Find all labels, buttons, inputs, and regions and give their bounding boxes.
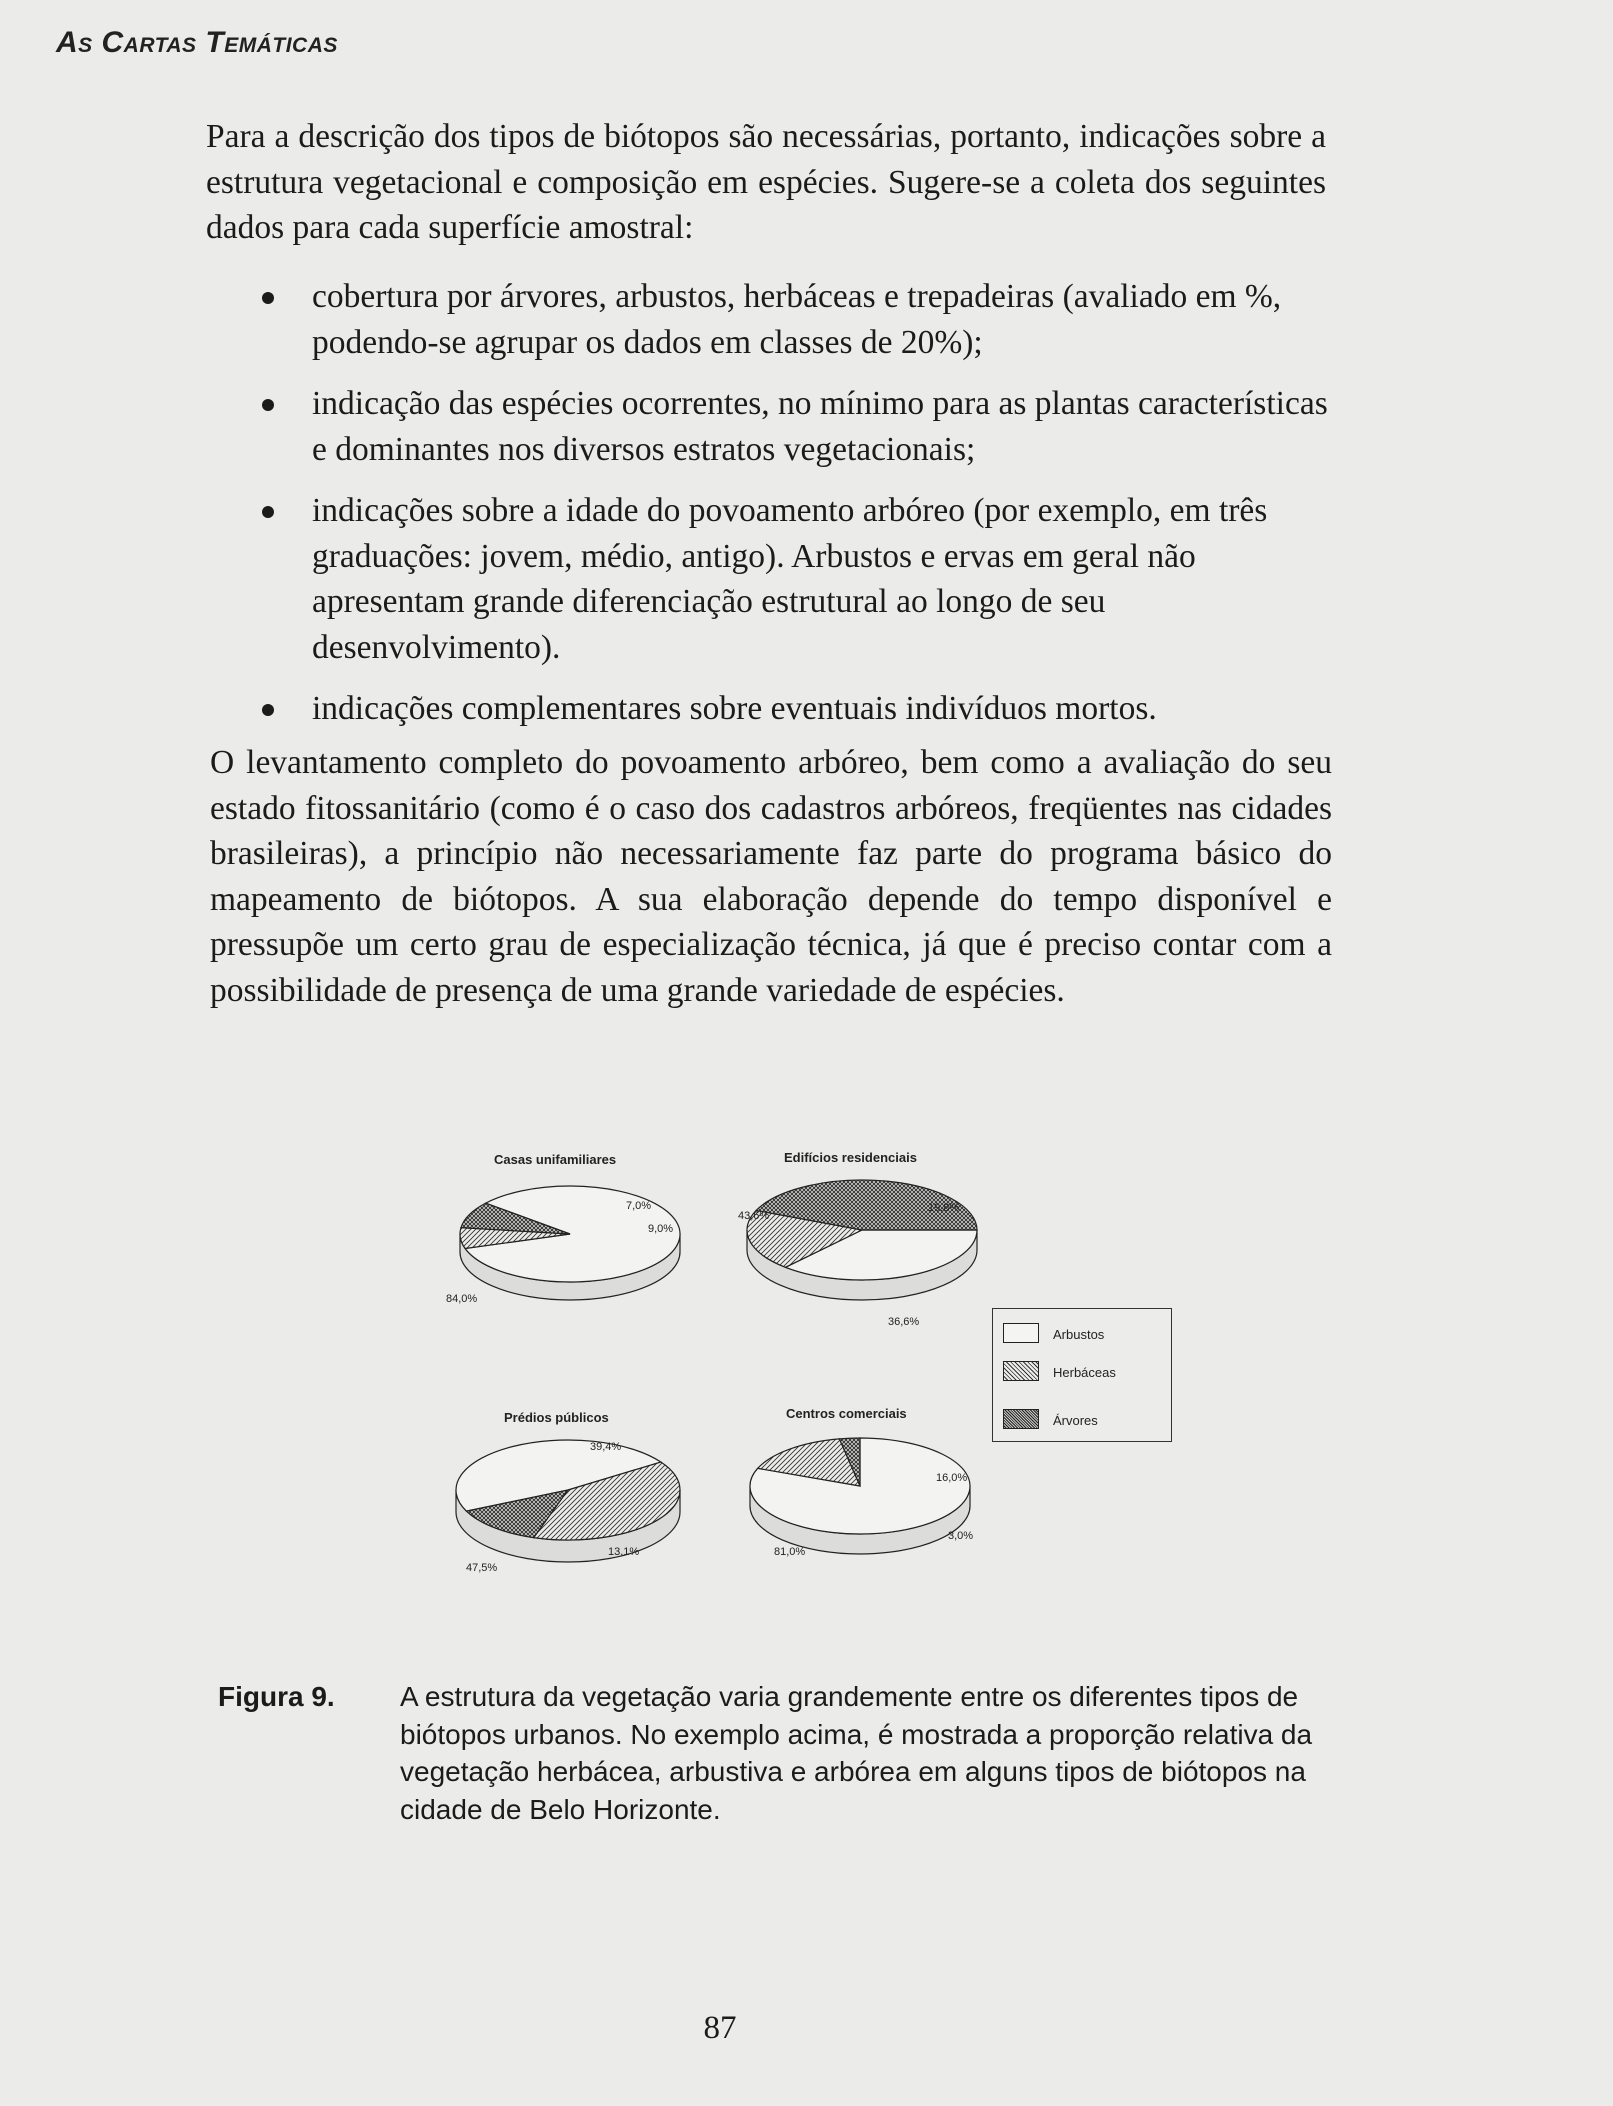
bullet-icon [262, 292, 274, 304]
data-collection-list [260, 274, 1330, 748]
chart-legend [992, 1308, 1172, 1442]
slice-label: 16,0% [936, 1472, 968, 1484]
slice-label: 19,8% [928, 1202, 960, 1214]
legend-label: Árvores [1053, 1413, 1098, 1428]
slice-label: 3,0% [948, 1530, 974, 1542]
pie-title: Casas unifamiliares [494, 1152, 617, 1167]
slice-label: 47,5% [466, 1562, 498, 1574]
page-number: 87 [703, 2010, 737, 2046]
pie-2 [747, 1180, 977, 1300]
intro-paragraph: Para a descrição dos tipos de biótopos são necessárias, portanto, indicações sobre a estrutura vegetacional e composição em espécies. Sugere-se a coleta dos seguintes dados para cada superfície amostral: [206, 118, 1326, 246]
pie-3 [456, 1440, 680, 1562]
arbustos-swatch [1003, 1323, 1039, 1343]
list-item [260, 274, 1330, 365]
slice-label: 81,0% [774, 1546, 806, 1558]
list-item-text: indicações sobre a idade do povoamento arbóreo (por exemplo, em três graduações: jovem, médio, antigo). Arbustos e ervas em geral não apresentam grande diferenciação estrutural ao longo de seu desenvolvimento). [312, 492, 1268, 666]
bullet-icon [262, 399, 274, 411]
pie-title: Centros comerciais [786, 1406, 907, 1421]
slice-label: 84,0% [446, 1293, 478, 1305]
slice-label: 43,6% [738, 1210, 770, 1222]
herbaceas-swatch [1003, 1361, 1039, 1381]
body-paragraph: O levantamento completo do povoamento arbóreo, bem como a avaliação do seu estado fitossanitário (como é o caso dos cadastros arbóreos, freqüentes nas cidades brasileiras), a princípio não necessariamente faz parte do programa básico do mapeamento de biótopos. A sua elaboração depende do tempo disponível e pressupõe um certo grau de especialização técnica, já que é preciso contar com a possibilidade de presença de uma grande variedade de espécies. [210, 744, 1332, 1009]
running-head: As Cartas Temáticas [56, 26, 338, 59]
bullet-icon [262, 704, 274, 716]
slice-label: 13,1% [608, 1546, 640, 1558]
bullet-icon [262, 506, 274, 518]
list-item-text: cobertura por árvores, arbustos, herbáceas e trepadeiras (avaliado em %, podendo-se agrupar os dados em classes de 20%); [312, 278, 1282, 361]
caption-label: Figura 9. [218, 1681, 335, 1712]
legend-label: Herbáceas [1053, 1365, 1116, 1380]
list-item-text: indicações complementares sobre eventuais indivíduos mortos. [312, 690, 1157, 727]
pie-chart-figure [380, 1150, 1180, 1580]
caption-text: A estrutura da vegetação varia grandemente entre os diferentes tipos de biótopos urbanos. No exemplo acima, é mostrada a proporção relativa da vegetação herbácea, arbustiva e arbórea em alguns tipos de biótopos na cidade de Belo Horizonte. [400, 1681, 1313, 1825]
slice-label: 36,6% [888, 1316, 920, 1328]
pie-title: Prédios públicos [504, 1410, 609, 1425]
list-item [260, 686, 1330, 732]
slice-label: 7,0% [626, 1200, 652, 1212]
legend-label: Arbustos [1053, 1327, 1105, 1342]
slice-label: 39,4% [590, 1441, 622, 1453]
slice-label: 9,0% [648, 1223, 674, 1235]
list-item [260, 488, 1330, 670]
pie-4 [750, 1438, 970, 1554]
list-item [260, 381, 1330, 472]
list-item-text: indicação das espécies ocorrentes, no mínimo para as plantas características e dominantes nos diversos estratos vegetacionais; [312, 385, 1328, 468]
pie-title: Edifícios residenciais [784, 1150, 917, 1165]
arvores-swatch [1003, 1409, 1039, 1429]
